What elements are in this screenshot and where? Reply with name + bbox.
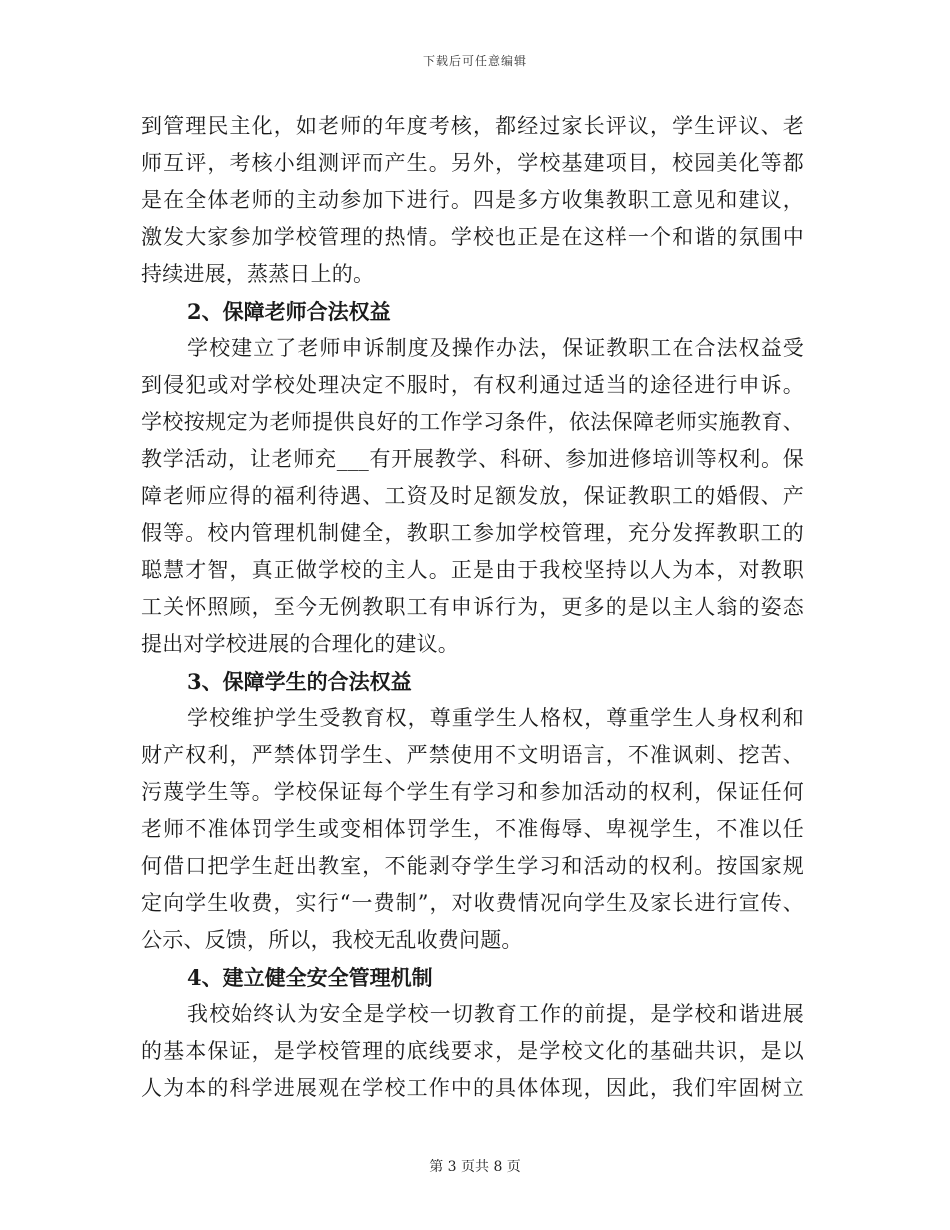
section-teacher-rights: [141, 293, 804, 663]
text-line: 提出对学校进展的合理化的建议。: [141, 632, 459, 656]
text-line: 师互评，考核小组测评而产生。另外，学校基建项目，校园美化等都: [141, 151, 804, 175]
text-line: 聪慧才智，真正做学校的主人。正是由于我校坚持以人为本，对教职: [141, 558, 804, 582]
text-line: 假等。校内管理机制健全，教职工参加学校管理，充分发挥教职工的: [141, 521, 804, 545]
text-line: 的基本保证，是学校管理的底线要求，是学校文化的基础共识，是以: [141, 1039, 804, 1063]
text-line: 到侵犯或对学校处理决定不服时，有权利通过适当的途径进行申诉。: [141, 373, 804, 397]
text-line: 学校维护学生受教育权，尊重学生人格权，尊重学生人身权利和: [187, 706, 804, 730]
text-line: 财产权利，严禁体罚学生、严禁使用不文明语言，不准讽刺、挖苦、: [141, 743, 804, 767]
text-line: 学校按规定为老师提供良好的工作学习条件，依法保障老师实施教育、: [141, 410, 804, 434]
section-student-rights: [141, 663, 804, 959]
text-line: 学校建立了老师申诉制度及操作办法，保证教职工在合法权益受: [187, 336, 804, 360]
text-line: 公示、反馈，所以，我校无乱收费问题。: [141, 928, 523, 952]
text-line: 是在全体老师的主动参加下进行。四是多方收集教职工意见和建议，: [141, 188, 804, 212]
section-heading: 2、保障老师合法权益: [187, 299, 391, 324]
text-line: 定向学生收费，实行“一费制”，对收费情况向学生及家长进行宣传、: [141, 891, 804, 915]
paragraph-continuation: [141, 108, 804, 293]
text-line: 持续进展，蒸蒸日上的。: [141, 262, 375, 286]
text-line: 工关怀照顾，至今无例教职工有申诉行为，更多的是以主人翁的姿态: [141, 595, 804, 619]
text-line: 我校始终认为安全是学校一切教育工作的前提，是学校和谐进展: [187, 1002, 804, 1026]
page-number: 第 3 页共 8 页: [429, 1159, 521, 1175]
section-heading: 3、保障学生的合法权益: [187, 669, 412, 694]
text-line: 障老师应得的福利待遇、工资及时足额发放，保证教职工的婚假、产: [141, 484, 804, 508]
text-line: 污蔑学生等。学校保证每个学生有学习和参加活动的权利，保证任何: [141, 780, 804, 804]
page-header: 下载后可任意编辑: [422, 54, 527, 68]
text-line: 老师不准体罚学生或变相体罚学生，不准侮辱、卑视学生，不准以任: [141, 817, 804, 841]
section-safety-management: [141, 959, 804, 1107]
document-body: [141, 108, 804, 1107]
text-line: 人为本的科学进展观在学校工作中的具体体现，因此，我们牢固树立: [141, 1076, 804, 1100]
text-line: 激发大家参加学校管理的热情。学校也正是在这样一个和谐的氛围中: [141, 225, 804, 249]
text-line: 何借口把学生赶出教室，不能剥夺学生学习和活动的权利。按国家规: [141, 854, 804, 878]
section-heading: 4、建立健全安全管理机制: [187, 965, 433, 990]
text-line: 教学活动，让老师充___有开展教学、科研、参加进修培训等权利。保: [141, 447, 804, 471]
text-line: 到管理民主化，如老师的年度考核，都经过家长评议，学生评议、老: [141, 114, 804, 138]
